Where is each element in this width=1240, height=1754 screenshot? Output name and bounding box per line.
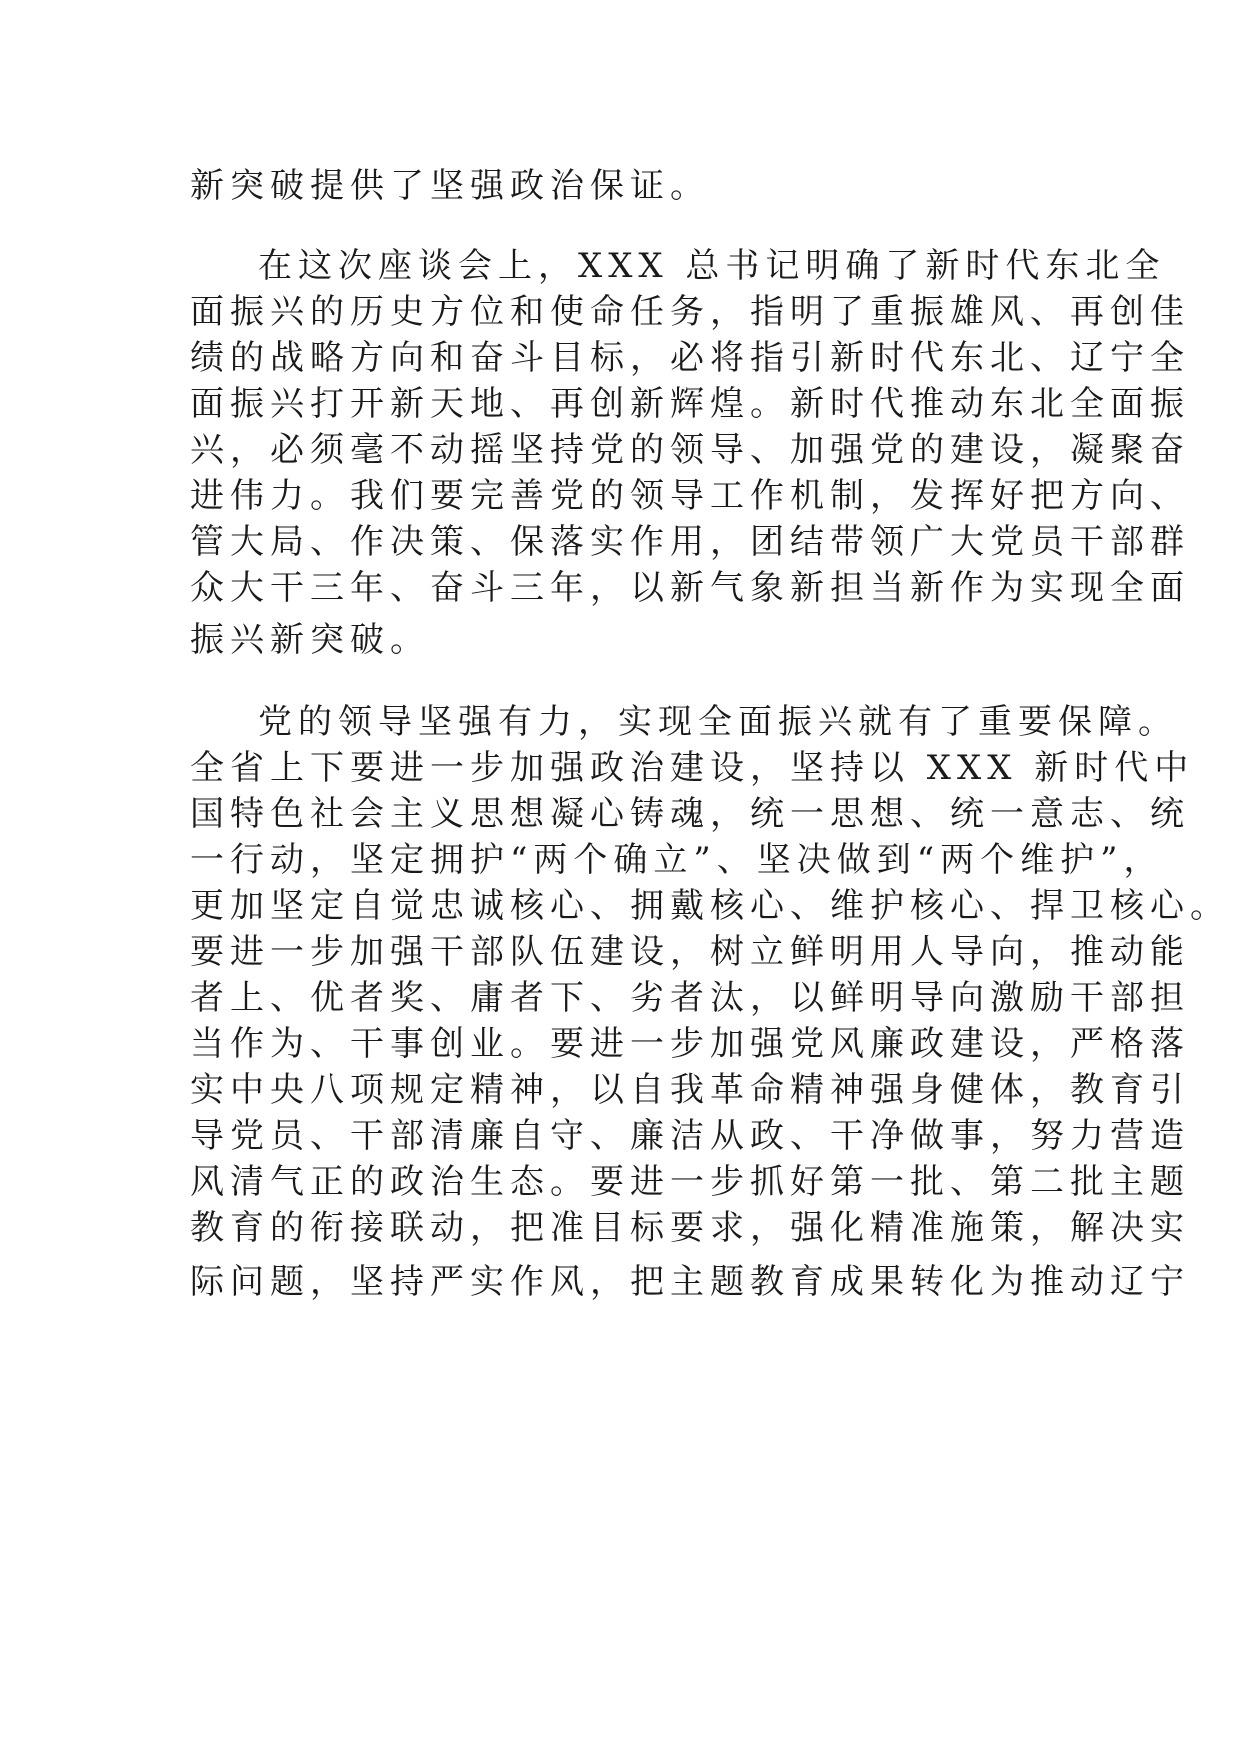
text-line: 管大局、作决策、保落实作用，团结带领广大党员干部群	[190, 522, 1190, 562]
text-line: 兴，必须毫不动摇坚持党的领导、加强党的建设，凝聚奋	[190, 430, 1190, 470]
text-line: 国特色社会主义思想凝心铸魂，统一思想、统一意志、统	[190, 794, 1190, 834]
text-line: 振兴新突破。	[190, 620, 430, 660]
text-line: 绩的战略方向和奋斗目标，必将指引新时代东北、辽宁全	[190, 338, 1190, 378]
text-line: 新突破提供了坚强政治保证。	[190, 166, 710, 206]
text-line: 众大干三年、奋斗三年，以新气象新担当新作为实现全面	[190, 568, 1190, 608]
text-line: 面振兴的历史方位和使命任务，指明了重振雄风、再创佳	[190, 292, 1190, 332]
text-line: 者上、优者奖、庸者下、劣者汰，以鲜明导向激励干部担	[190, 978, 1190, 1018]
text-line: 更加坚定自觉忠诚核心、拥戴核心、维护核心、捍卫核心。	[190, 886, 1230, 926]
text-line: 全省上下要进一步加强政治建设，坚持以 XXX 新时代中	[190, 748, 1195, 788]
text-line: 实中央八项规定精神，以自我革命精神强身健体，教育引	[190, 1070, 1190, 1110]
text-line: 要进一步加强干部队伍建设，树立鲜明用人导向，推动能	[190, 932, 1190, 972]
text-line: 党的领导坚强有力，实现全面振兴就有了重要保障。	[258, 702, 1178, 742]
text-line: 进伟力。我们要完善党的领导工作机制，发挥好把方向、	[190, 476, 1190, 516]
text-line: 当作为、干事创业。要进一步加强党风廉政建设，严格落	[190, 1024, 1190, 1064]
text-line: 在这次座谈会上，XXX 总书记明确了新时代东北全	[258, 246, 1166, 286]
text-line: 际问题，坚持严实作风，把主题教育成果转化为推动辽宁	[190, 1262, 1190, 1302]
text-line: 面振兴打开新天地、再创新辉煌。新时代推动东北全面振	[190, 384, 1190, 424]
text-line: 教育的衔接联动，把准目标要求，强化精准施策，解决实	[190, 1208, 1190, 1248]
text-line: 一行动，坚定拥护“两个确立”、坚决做到“两个维护”，	[190, 840, 1164, 880]
text-line: 风清气正的政治生态。要进一步抓好第一批、第二批主题	[190, 1162, 1190, 1202]
text-line: 导党员、干部清廉自守、廉洁从政、干净做事，努力营造	[190, 1116, 1190, 1156]
